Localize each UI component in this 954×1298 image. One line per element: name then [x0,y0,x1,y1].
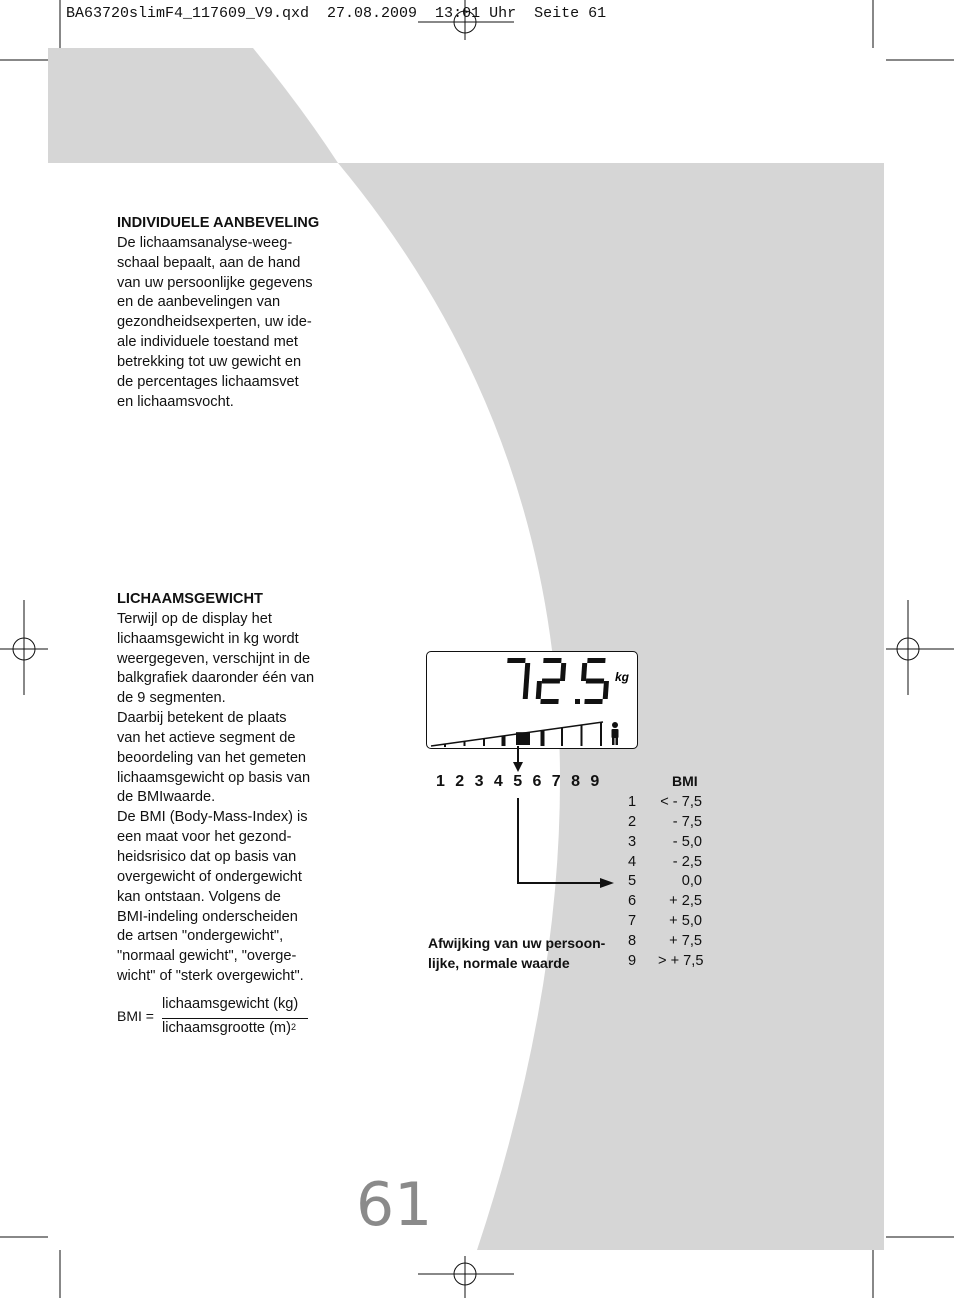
bmi-segment: 6 [628,893,637,910]
segment-number: 8 [571,773,580,790]
lcd-bar-segment [581,725,583,746]
bmi-segment: 1 [628,794,637,810]
table-row [628,833,702,853]
bmi-table [628,793,702,972]
segment-number: 3 [474,773,484,790]
deviation-label [428,933,628,973]
table-row [628,872,702,892]
bmi-segment: 9 [628,952,637,969]
formula-fraction-bar [162,1018,308,1019]
table-row [628,932,702,952]
paragraph-line: de BMIwaarde. [117,789,216,806]
paragraph-line: balkgrafiek daaronder één van [117,670,315,687]
bmi-value: - 5,0 [672,833,702,850]
paragraph-line: schaal bepaalt, aan de hand [117,254,301,271]
section-heading: LICHAAMSGEWICHT [117,591,263,607]
paragraph-line: heidsrisico dat op basis van [117,848,297,865]
lcd-digits [507,658,609,704]
paragraph-line: overgewicht of ondergewicht [117,868,302,885]
lcd-digit-segment [507,658,525,663]
formula-denominator [162,1020,296,1036]
lcd-digit-segment [581,663,587,681]
segment-arrow [500,746,620,891]
paragraph-line: "normaal gewicht", "overge- [117,948,297,965]
file-header: BA63720slimF4_117609_V9.qxd 27.08.2009 13:01 Uhr Seite 61 [66,5,607,22]
lcd-digit-segment [560,663,566,681]
lcd-digit-segment [542,679,560,684]
lcd-graphics [427,652,637,748]
paragraph-line: lichaamsgewicht in kg wordt [117,630,299,647]
bmi-value: + 2,5 [669,893,702,910]
lcd-decimal-point [575,699,580,704]
segment-number: 6 [532,773,542,790]
paragraph-line: wicht" of "sterk overgewicht". [117,968,304,985]
lcd-bar-segment [444,744,446,747]
paragraph-line: De lichaamsanalyse-weeg- [117,234,293,251]
paragraph-line: beoordeling van het gemeten [117,749,307,766]
bmi-segment: 8 [628,932,637,949]
paragraph-line: van het actieve segment de [117,729,296,746]
paragraph-line: lichaamsgewicht op basis van [117,769,311,786]
lcd-bar-segment [464,741,466,746]
lcd-digit-segment [523,681,529,699]
segment-number: 4 [493,773,503,790]
formula-exponent: 2 [290,1022,296,1032]
bmi-value: - 7,5 [672,813,702,830]
paragraph-line: BMI-indeling onderscheiden [117,908,298,925]
paragraph-line: kan ontstaan. Volgens de [117,888,281,905]
person-icon [612,722,619,745]
lcd-digit-segment [524,663,530,681]
bmi-segment: 4 [628,853,637,870]
deviation-label-line: lijke, normale waarde [428,955,570,971]
bmi-value: < - 7,5 [660,794,702,810]
lcd-digit-segment [587,658,605,663]
segment-number: 5 [513,773,523,790]
table-row [628,853,702,873]
paragraph-line: ale individuele toestand met [117,334,298,351]
bmi-value: > + 7,5 [658,952,704,969]
lcd-bar-segment [600,722,602,746]
lcd-bar-segment [541,730,545,746]
paragraph-line: de artsen "ondergewicht", [117,928,284,945]
table-row [628,912,702,932]
paragraph-line: weergegeven, verschijnt in de [117,650,311,667]
bmi-table-heading: BMI [672,773,698,789]
lcd-unit: kg [615,670,630,684]
scale-lcd-display [426,651,638,749]
lcd-digit-segment [543,658,561,663]
segment-number: 7 [551,773,561,790]
table-row [628,813,702,833]
bmi-value: + 7,5 [669,932,702,949]
paragraph-line: de 9 segmenten. [117,690,226,707]
page-number: 61 [356,1170,433,1240]
lcd-digit-segment [540,699,558,704]
paragraph-line: een maat voor het gezond- [117,829,292,846]
bmi-value: 0,0 [681,873,702,890]
section-lichaamsgewicht [117,590,332,987]
formula-denominator-text: lichaamsgrootte (m) [162,1020,291,1036]
lcd-bar-segment [561,728,563,746]
table-row [628,892,702,912]
section-individuele-aanbeveling [117,214,332,412]
paragraph-line: Terwijl op de display het [117,610,272,627]
paragraph-line: Daarbij betekent de plaats [117,710,287,727]
bmi-segment: 2 [628,813,637,830]
formula-label: BMI = [117,1008,154,1024]
lcd-digit-segment [536,681,542,699]
gray-top-band [48,48,338,163]
bmi-value: - 2,5 [672,853,702,870]
paragraph-line: van uw persoonlijke gegevens [117,274,313,291]
paragraph-line: gezondheidsexperten, uw ide- [117,314,312,331]
deviation-label-line: Afwijking van uw persoon- [428,935,606,951]
paragraph-line: en de aanbevelingen van [117,294,281,311]
table-row [628,952,702,972]
section-heading: INDIVIDUELE AANBEVELING [117,215,320,231]
segment-numbers [436,773,610,791]
segment-number: 2 [455,773,465,790]
lcd-bar-graph [431,722,603,747]
lcd-digit-segment [603,681,609,699]
paragraph-line: en lichaamsvocht. [117,393,234,410]
paragraph-line: betrekking tot uw gewicht en [117,353,302,370]
bmi-value: + 5,0 [669,913,702,930]
paragraph-line: de percentages lichaamsvet [117,373,299,390]
lcd-digit-segment [584,699,602,704]
lcd-bar-segment [483,739,485,746]
segment-number: 9 [590,773,600,790]
lcd-bar-segment-active [516,732,530,745]
lcd-bar-segment [502,736,506,746]
paragraph-line: De BMI (Body-Mass-Index) is [117,809,308,826]
bmi-segment: 7 [628,913,637,930]
table-row [628,793,702,813]
bmi-segment: 3 [628,833,637,850]
bmi-segment: 5 [628,873,637,890]
formula-numerator: lichaamsgewicht (kg) [162,996,299,1012]
lcd-digit-segment [586,679,604,684]
segment-number: 1 [436,773,445,790]
